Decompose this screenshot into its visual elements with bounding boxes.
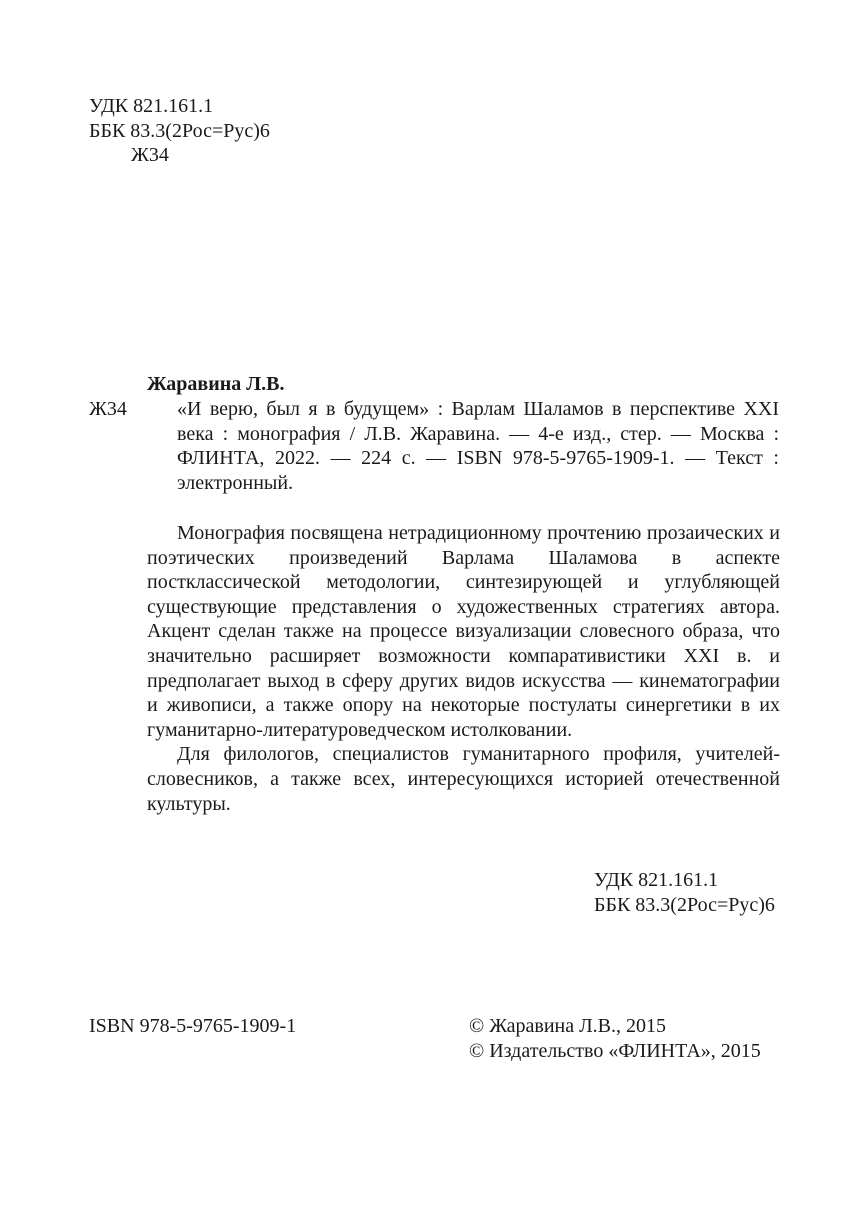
- cutter-code: Ж34: [131, 144, 169, 167]
- isbn-footer: ISBN 978-5-9765-1909-1: [89, 1015, 297, 1037]
- udk-code-bottom: УДК 821.161.1: [594, 869, 719, 891]
- bibliographic-text: «И верю, был я в будущем» : Варлам Шаламов в перспективе XXI века : монография / Л.В. Жаравина. — 4-е изд., стер. — Москва : ФЛИНТА, 2022. — 224 с. — ISBN 978-5-9765-1909-1. — Текст : электронный.: [177, 398, 779, 494]
- copyright-publisher: © Издательство «ФЛИНТА», 2015: [469, 1039, 761, 1062]
- record-cutter-code: Ж34: [89, 398, 127, 420]
- classification-block-bottom: [594, 868, 775, 917]
- bbk-code-bottom: ББК 83.3(2Рос=Рус)6: [594, 893, 775, 916]
- author-heading: Жаравина Л.В.: [147, 373, 285, 395]
- abstract-paragraph: Монография посвящена нетрадиционному прочтению прозаических и поэтических произведений Варлама Шаламова в аспекте постклассической методологии, синтезирующей и углубляющей существующие представления о художественных стратегиях автора. Акцент сделан также на процессе визуализации словесного образа, что значительно расширяет возможности компаративистики XXI в. и предполагает выход в сферу других видов искусства — кинематографии и живописи, а также опору на некоторые постулаты синергетики в их гуманитарно-литературоведческом истолковании.: [147, 522, 780, 741]
- classification-block-top: [89, 94, 270, 168]
- copyright-author: © Жаравина Л.В., 2015: [469, 1015, 667, 1037]
- abstract: [147, 521, 780, 816]
- copyright-block: [469, 1014, 761, 1063]
- audience-paragraph: Для филологов, специалистов гуманитарного профиля, учителей-словесников, а также всех, интересующихся историей отечественной культуры.: [147, 743, 780, 815]
- bbk-code: ББК 83.3(2Рос=Рус)6: [89, 119, 270, 142]
- bibliographic-description: [157, 397, 779, 495]
- udk-code: УДК 821.161.1: [89, 95, 214, 117]
